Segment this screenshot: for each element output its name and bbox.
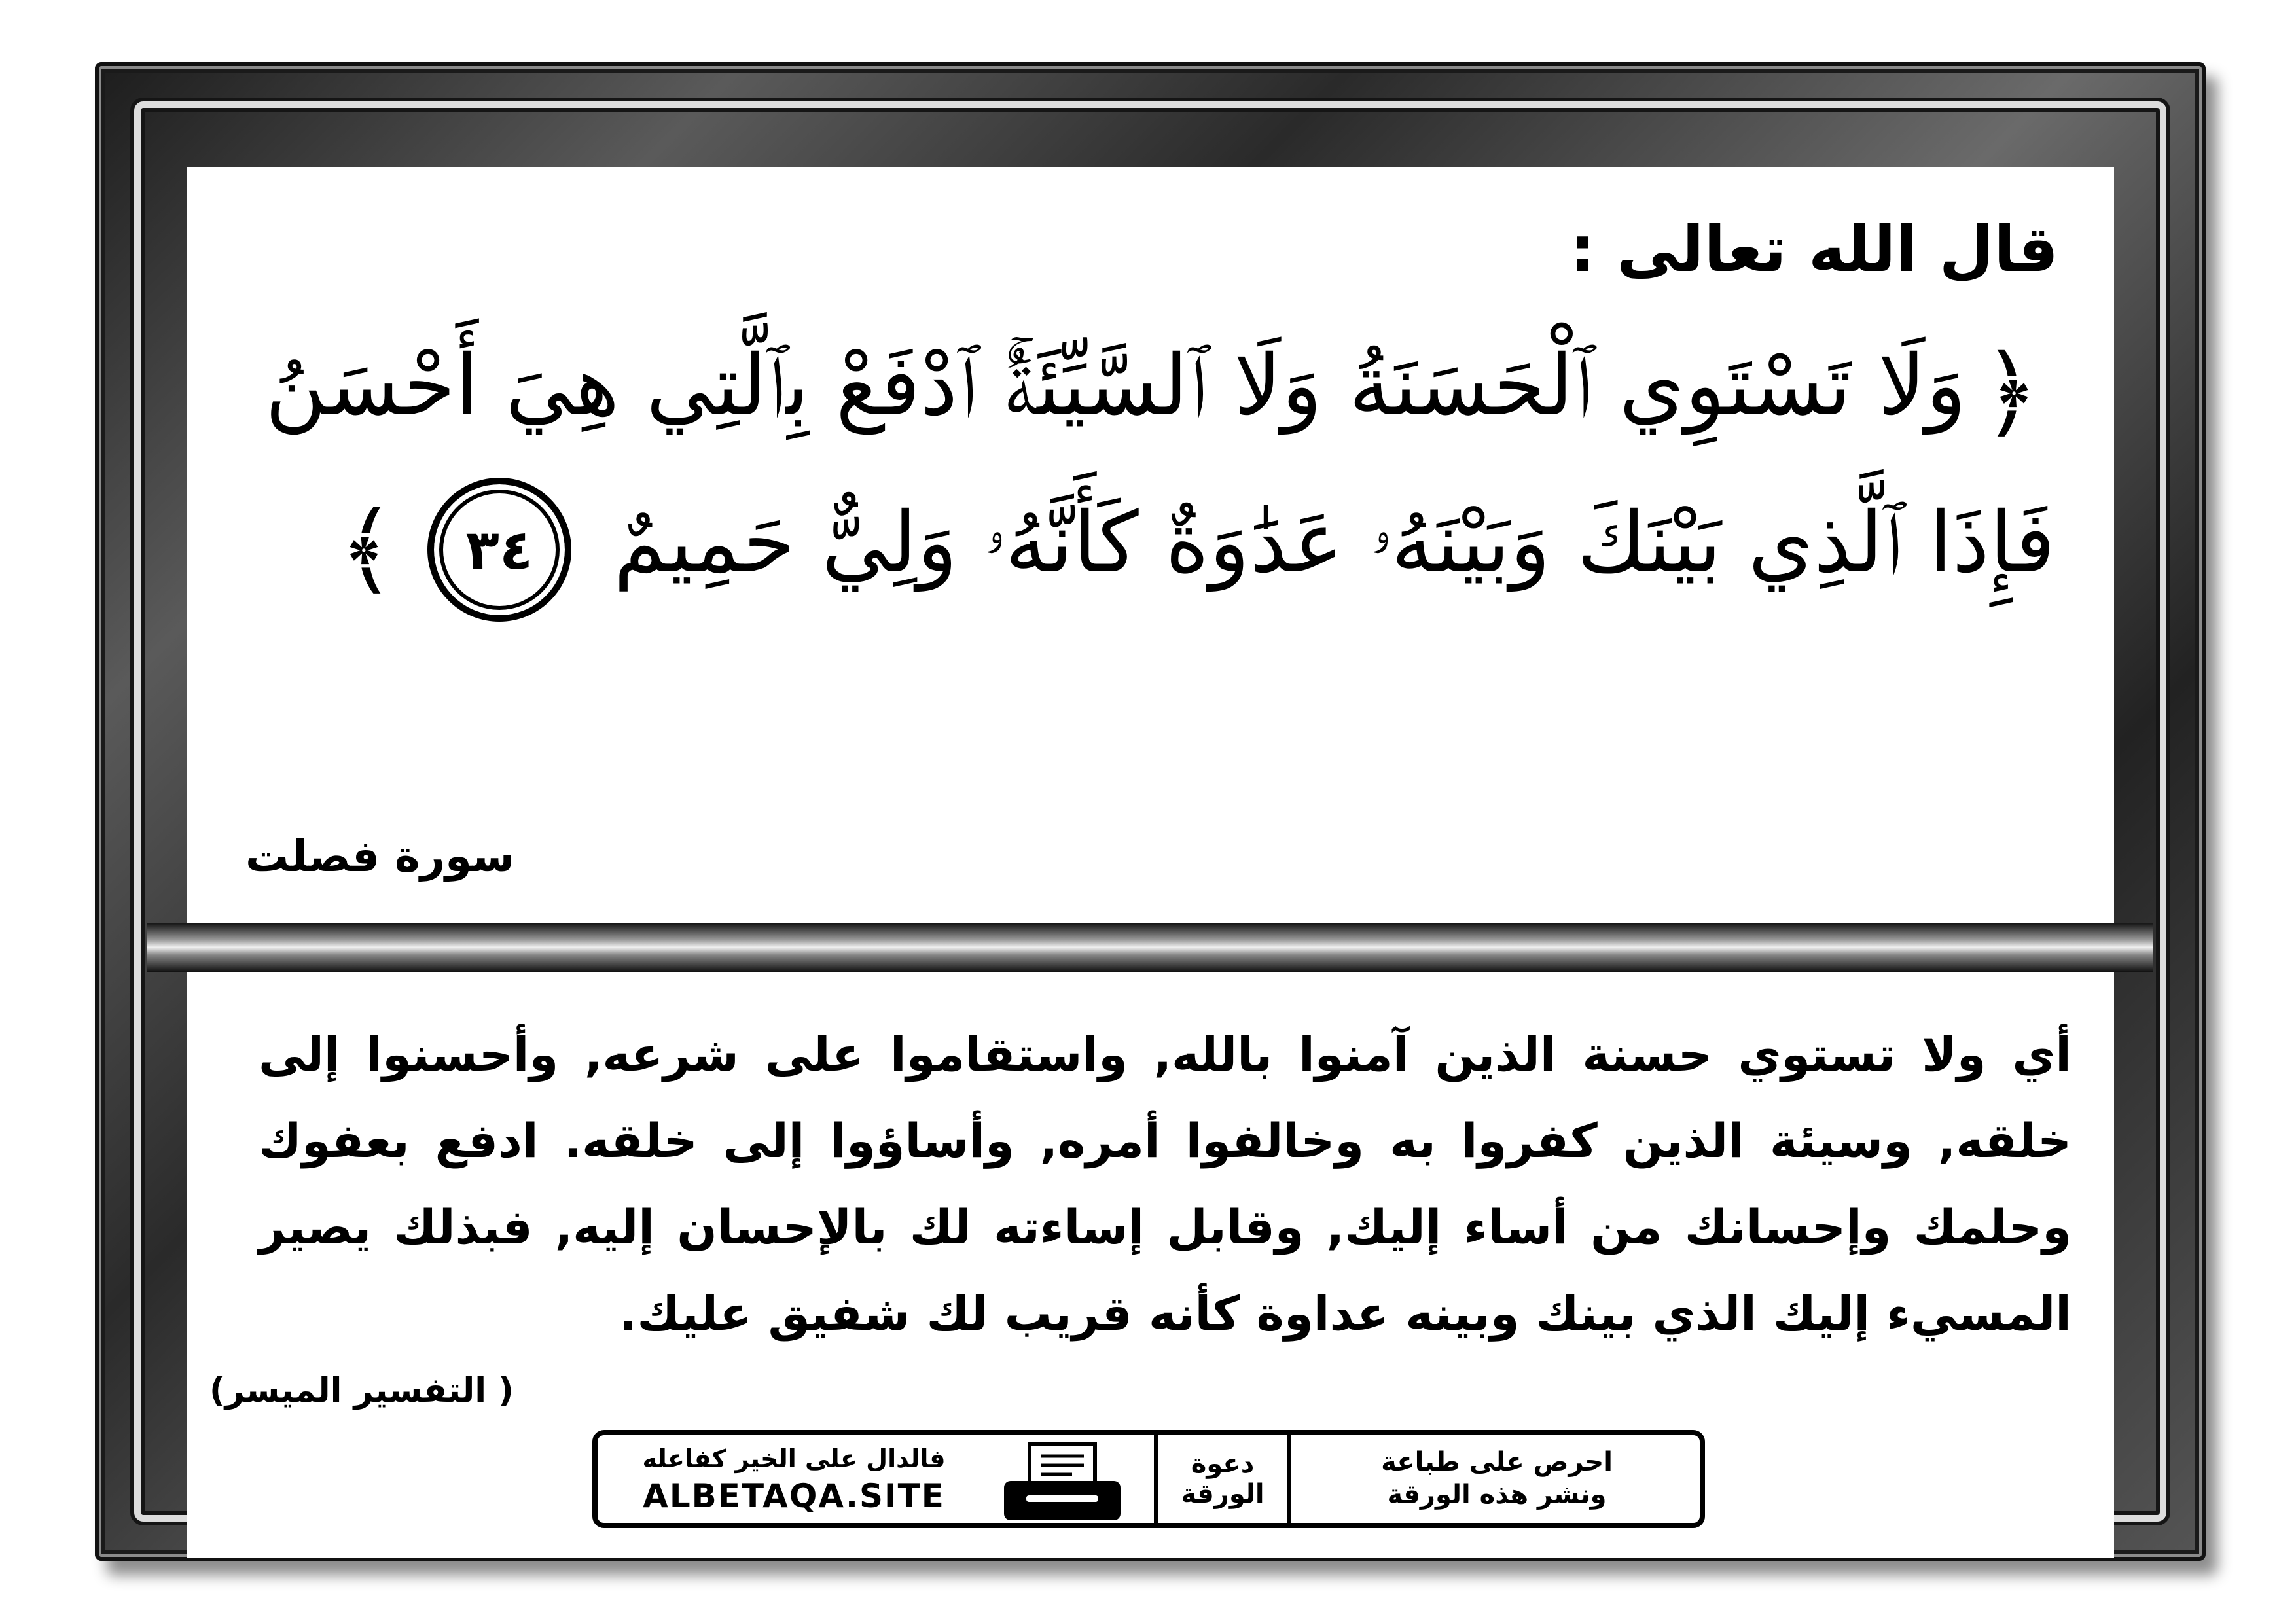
site-url[interactable]: ALBETAQA.SITE (643, 1477, 945, 1515)
banner-proverb: فالدال على الخير كفاعله (642, 1444, 946, 1473)
footer-banner (592, 1430, 1705, 1528)
frame-divider (147, 923, 2153, 972)
tafsir-panel (187, 972, 2114, 1558)
banner-call-line1: احرص على طباعة (1381, 1447, 1613, 1477)
verse-heading: قال الله تعالى : (1570, 213, 2058, 286)
ayah-number-badge: ٣٤ (427, 478, 571, 622)
banner-call-line2: ونشر هذه الورقة (1387, 1480, 1607, 1510)
tafsir-source: ( التفسير الميسر) (209, 1371, 514, 1410)
verse-text: وَلَا تَسْتَوِي ٱلْحَسَنَةُ وَلَا ٱلسَّيِّئَةُۚ ٱدْفَعْ بِٱلَّتِي هِيَ أَحْسَنُ فَإِذَا ٱلَّذِي بَيْنَكَ وَبَيْنَهُۥ عَدَٰوَةٌ كَأَنَّهُۥ وَلِيٌّ حَمِيمٌ (265, 337, 2055, 592)
banner-site-block (598, 1435, 990, 1523)
printer-icon (1000, 1442, 1124, 1524)
verse-close-bracket: ﴾ (338, 493, 396, 607)
dawah-calligraphy-logo: دعوة الورقة (1154, 1435, 1291, 1523)
banner-call-block (1294, 1435, 1700, 1523)
surah-name: سورة فصلت (245, 831, 515, 882)
tafsir-text: أي ولا تستوي حسنة الذين آمنوا بالله, واستقاموا على شرعه, وأحسنوا إلى خلقه, وسيئة الذين كفروا به وخالفوا أمره, وأساؤوا إلى خلقه. ادفع بعفوك وحلمك وإحسانك من أساء إليك, وقابل إساءته لك بالإحسان إليه, فبذلك يصير المسيء إليك الذي بينك وبينه عداوة كأنه قريب لك شفيق عليك. (259, 1027, 2072, 1341)
quran-verse (265, 311, 2055, 625)
verse-open-bracket: ﴿ (1982, 336, 2039, 450)
verse-panel (187, 167, 2114, 923)
